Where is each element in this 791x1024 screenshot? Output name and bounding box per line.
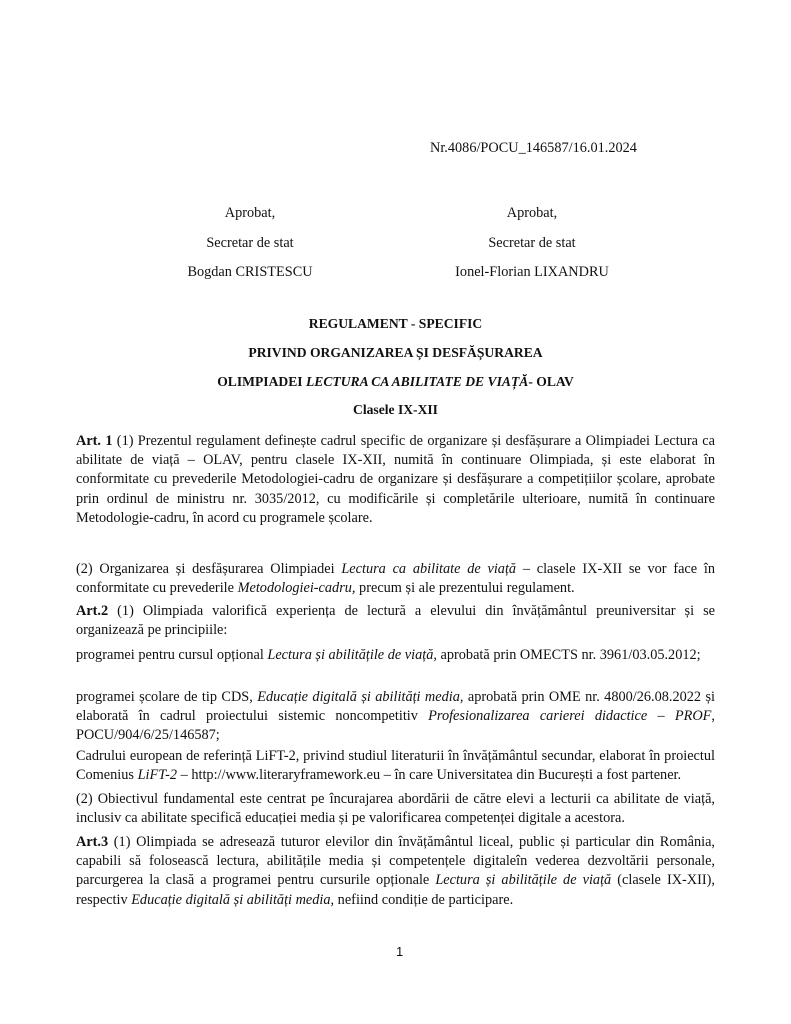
art3-paragraph-1	[76, 833, 715, 910]
title-line-4: Clasele IX-XII	[353, 402, 438, 417]
art2-item-2	[76, 688, 715, 746]
paragraph-text: (1) Olimpiada valorifică experiența de lectură a elevului din învățământul preuniversitar și se organizează pe principiile:	[76, 603, 715, 639]
italic-text: Lectura ca abilitate de viață	[341, 561, 517, 577]
text: programei pentru cursul opțional	[76, 647, 268, 663]
text: (clasele IX-XII), respectiv	[76, 872, 715, 908]
article-label: Art. 1	[76, 433, 113, 449]
article-label: Art.3	[76, 834, 109, 850]
italic-text: Educație digitală și abilități media,	[257, 689, 464, 705]
reference-number: Nr.4086/POCU_146587/16.01.2024	[430, 140, 637, 156]
title-text: OLIMPIADEI	[217, 374, 306, 389]
art2-paragraph-1	[76, 602, 715, 640]
paragraph-text: (1) Prezentul regulament definește cadrul specific de organizare și desfășurare a Olimpiadei Lectura ca abilitate de viață – OLAV, pentru clasele IX-XII, numită în continuare Olimpiada, și este elaborat în conformitate cu prevederile Metodologiei-cadru de organizare și desfășurare a competițiilor școlare, aprobate prin ordinul de ministru nr. 3035/2012, cu modificările și completările ulterioare, numită în continuare Metodologie-cadru, în acord cu programele școlare.	[76, 433, 715, 526]
text: precum și ale prezentului regulament.	[355, 580, 575, 597]
text: – http://www.literaryframework.eu – în care Universitatea din București a fost partener.	[177, 767, 682, 784]
approval-label: Aprobat,	[224, 205, 276, 221]
title-line-2: PRIVIND ORGANIZAREA ȘI DESFĂȘURAREA	[248, 345, 543, 360]
italic-text: Metodologiei-cadru,	[237, 580, 356, 597]
italic-text: Lectura și abilitățile de viață	[267, 647, 434, 663]
text: , POCU/904/6/25/146587;	[76, 708, 715, 744]
italic-text: LiFT-2	[137, 767, 178, 784]
text: aprobată prin OME nr. 4800/26.08.2022 și elaborată în cadrul proiectului sistemic noncompetitiv	[76, 689, 716, 725]
text: (2) Organizarea și desfășurarea Olimpiadei	[76, 561, 342, 577]
approval-role: Secretar de stat	[206, 234, 294, 251]
art2-item-1	[76, 646, 715, 665]
art1-paragraph-2	[76, 560, 715, 598]
title-line-3	[0, 374, 791, 390]
title-line-1: REGULAMENT - SPECIFIC	[308, 316, 483, 331]
text: nefiind condiție de participare.	[334, 891, 514, 908]
art2-item-3	[76, 747, 715, 785]
text: (1) Olimpiada se adresează tuturor elevilor din învățământul liceal, public și particular din România, capabili să folosească lectura, abilitățile media și competențele digitaleîn vederea dezvoltării personale, parcurgerea la clasă a programei pentru cursurile opționale	[76, 834, 715, 889]
approval-name: Ionel-Florian LIXANDRU	[455, 264, 609, 280]
approval-right	[412, 199, 652, 288]
approval-left	[150, 199, 350, 288]
approval-role: Secretar de stat	[488, 234, 576, 251]
title-text: - OLAV	[528, 374, 574, 389]
italic-text: Lectura și abilitățile de viață	[435, 872, 612, 889]
text: , aprobată prin OMECTS nr. 3961/03.05.2012;	[433, 647, 701, 663]
page-number: 1	[396, 944, 404, 959]
italic-text: Profesionalizarea carierei didactice – PROF	[428, 708, 712, 725]
article-label: Art.2	[76, 603, 109, 619]
art2-paragraph-2: (2) Obiectivul fundamental este centrat pe încurajarea abordării de către elevi a lecturii ca abilitate de viață, inclusiv ca abilitate specifică educației media și pe valorificarea competenței digitale a acestora.	[76, 791, 715, 827]
art1-paragraph-1	[76, 432, 715, 528]
text: – clasele IX-XII se vor face în conformitate cu prevederile	[76, 561, 716, 597]
text: Cadrului european de referință LiFT-2, privind studiul literaturii în învățământul secundar, elaborat în proiectul Comenius	[76, 748, 715, 784]
italic-text: Educație digitală și abilități media,	[131, 891, 335, 908]
approval-name: Bogdan CRISTESCU	[187, 264, 313, 280]
approval-label: Aprobat,	[506, 205, 558, 221]
text: programei școlare de tip CDS,	[76, 689, 258, 705]
title-italic: LECTURA CA ABILITATE DE VIAȚĂ	[305, 374, 529, 389]
